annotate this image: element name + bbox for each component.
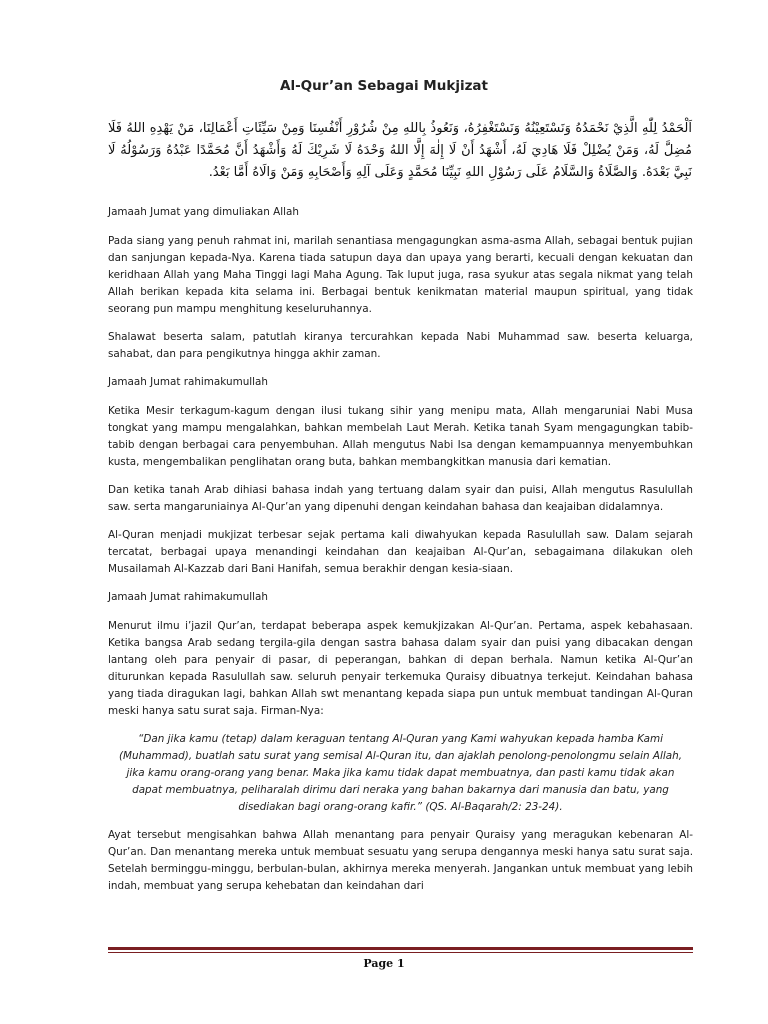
document-title: Al-Qur’an Sebagai Mukjizat: [280, 78, 488, 94]
sermon-body: [108, 204, 693, 906]
paragraph: Dan ketika tanah Arab dihiasi bahasa indah yang tertuang dalam syair dan puisi, Allah mengutus Rasulullah saw. serta mangaruniainya Al-Qur’an yang dipenuhi dengan keindahan bahasa dan keajaiban didalamnya.: [108, 484, 693, 513]
paragraph: Al-Quran menjadi mukjizat terbesar sejak pertama kali diwahyukan kepada Rasulullah saw. Dalam sejarah tercatat, berbagai upaya menandingi keindahan dan keajaiban Al-Qur’an, sebagaimana dilakukan oleh Musailamah Al-Kazzab dari Bani Hanifah, semua berakhir dengan kesia-siaan.: [108, 529, 693, 575]
quran-quote: “Dan jika kamu (tetap) dalam keraguan tentang Al-Quran yang Kami wahyukan kepada hamba Kami (Muhammad), buatlah satu surat yang semisal Al-Quran itu, dan ajaklah penolong-penolongmu selain Allah, jika kamu orang-orang yang benar. Maka jika kamu tidak dapat membuatnya, dan pasti kamu tidak akan dapat membuatnya, peliharalah dirimu dari neraka yang bahan bakarnya dari manusia dan batu, yang disediakan bagi orang-orang kafir.” (QS. Al-Baqarah/2: 23-24).: [119, 733, 682, 813]
section-heading: Jamaah Jumat yang dimuliakan Allah: [108, 206, 299, 218]
section-heading: Jamaah Jumat rahimakumullah: [108, 591, 269, 603]
paragraph: Ayat tersebut mengisahkan bahwa Allah menantang para penyair Quraisy yang meragukan kebenaran Al-Qur’an. Dan menantang mereka untuk membuat sesuatu yang serupa dengannya meski hanya satu surat saja. Setelah berminggu-minggu, berbulan-bulan, akhirnya mereka menyerah. Jangankan untuk membuat yang lebih indah, membuat yang serupa kehebatan dan keindahan dari: [108, 829, 693, 892]
paragraph: Shalawat beserta salam, patutlah kiranya tercurahkan kepada Nabi Muhammad saw. beserta keluarga, sahabat, dan para pengikutnya hingga akhir zaman.: [108, 331, 693, 360]
section-heading: Jamaah Jumat rahimakumullah: [108, 376, 269, 388]
page-number: Page 1: [363, 957, 405, 970]
footer-rule-thick: [108, 947, 693, 950]
paragraph: Pada siang yang penuh rahmat ini, marilah senantiasa mengagungkan asma-asma Allah, sebagai bentuk pujian dan sanjungan kepada-Nya. Karena tiada satupun daya dan upaya yang berarti, kecuali dengan kekuatan dan keridhaan Allah yang Maha Tinggi lagi Maha Agung. Tak luput juga, rasa syukur atas segala nikmat yang telah Allah berikan kepada kita selama ini. Berbagai bentuk kenikmatan material maupun spiritual, yang tidak seorang pun mampu menghitung keseluruhannya.: [108, 235, 693, 315]
arabic-opening-prayer: اَلْحَمْدُ لِلّٰهِ الَّذِيْ نَحْمَدُهُ وَنَسْتَعِيْنُهُ وَنَسْتَغْفِرُهُ، وَنَعُوذُ بِاللهِ مِنْ شُرُوْرِ أَنْفُسِنَا وَمِنْ سَيِّئَاتِ أَعْمَالِنَا، مَنْ يَهْدِهِ اللهُ فَلَا مُضِلَّ لَهُ، وَمَنْ يُضْلِلْ فَلَا هَادِيَ لَهُ، أَشْهَدُ أَنْ لَا إِلٰهَ إِلَّا اللهُ وَحْدَهُ لَا شَرِيْكَ لَهُ وَأَشْهَدُ أَنَّ مُحَمَّدًا عَبْدُهُ وَرَسُوْلُهُ لَا نَبِيَّ بَعْدَهُ. وَالصَّلَاةُ وَالسَّلَامُ عَلَى رَسُوْلِ اللهِ نَبِيِّنَا مُحَمَّدٍ وَعَلَى آلِهِ وَأَصْحَابِهِ وَمَنْ وَالَاهُ أَمَّا بَعْدُ.: [108, 121, 692, 180]
paragraph: Menurut ilmu i’jazil Qur’an, terdapat beberapa aspek kemukjizakan Al-Qur’an. Pertama, aspek kebahasaan. Ketika bangsa Arab sedang tergila-gila dengan sastra bahasa dalam syair dan puisi yang dibacakan dengan lantang oleh para penyair di pasar, di peperangan, bahkan di depan berhala. Namun ketika Al-Qur’an diturunkan kepada Rasulullah saw. seluruh penyair terkemuka Quraisy dibuatnya terkejut. Keindahan bahasa yang tiada diragukan lagi, bahkan Allah swt menantang kepada siapa pun untuk membuat tandingan Al-Quran meski hanya satu surat saja. Firman-Nya:: [108, 620, 693, 717]
paragraph: Ketika Mesir terkagum-kagum dengan ilusi tukang sihir yang menipu mata, Allah mengaruniai Nabi Musa tongkat yang mampu mengalahkan, bahkan membelah Laut Merah. Ketika tanah Syam mengagungkan tabib-tabib dengan berbagai cara penyembuhan. Allah mengutus Nabi Isa dengan kemampuannya menyembuhkan kusta, mengembalikan penglihatan orang buta, bahkan membangkitkan manusia dari kematian.: [108, 405, 693, 468]
footer-rule-thin: [108, 952, 693, 953]
